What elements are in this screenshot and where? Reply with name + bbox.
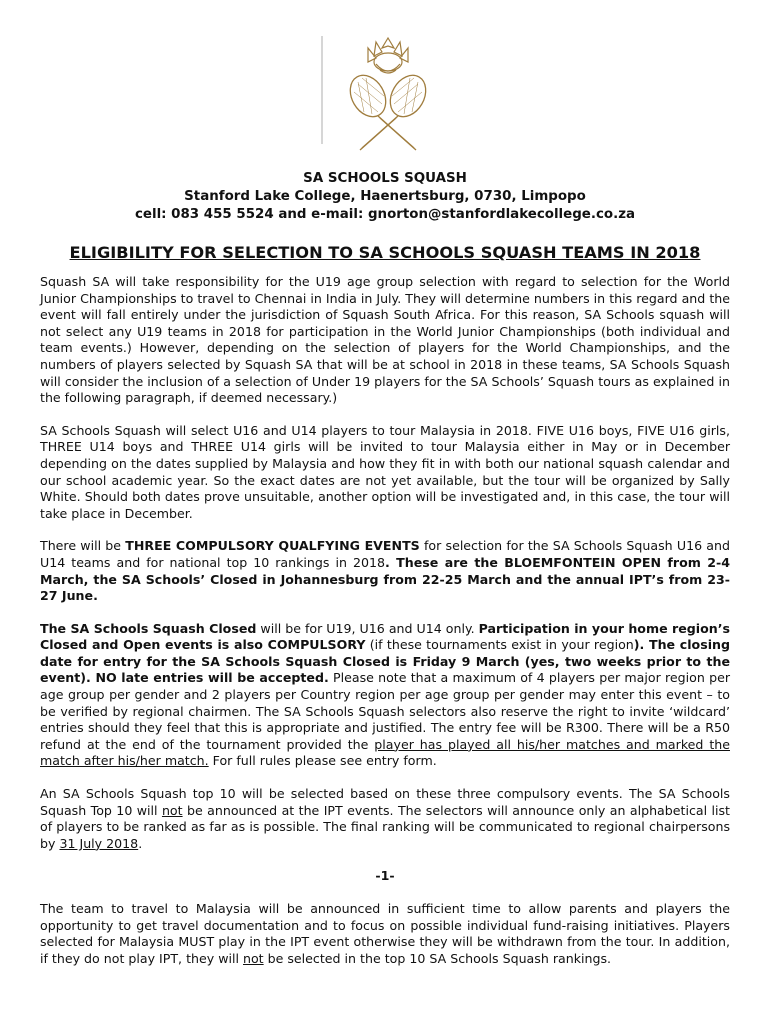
- bold-text: THREE COMPULSORY QUALFYING EVENTS: [125, 538, 420, 554]
- text: Please note that a maximum of 4 players per major region per age group per gender and 2 players per Country region per age group per gender may enter this event – to be verified by regional chairmen. The SA Schools Squash selectors also reserve the right to invite ‘wildcard’ entries should they feel that this is appropriate and justified. The entry fee will be R300. There will be a R50 refund at the end of the tournament provided the: [40, 670, 730, 752]
- paragraph-schools-closed: [40, 621, 730, 770]
- letterhead: [0, 170, 770, 224]
- text: be announced at the IPT events. The selectors will announce only an alphabetical list of players to be ranked as far as is possible. The final ranking will be communicated to regional chairpersons by: [40, 802, 730, 851]
- underlined-text: 31 July 2018: [59, 835, 139, 851]
- text: (if these tournaments exist in your region: [365, 637, 634, 653]
- bold-text: Participation in your home region’s Closed and Open events is also COMPULSORY: [40, 620, 730, 653]
- bold-text: ). The closing date for entry for the SA Schools Squash Closed is Friday 9 March (yes, two weeks prior to the event). NO late entries will be accepted.: [40, 637, 730, 686]
- underlined-text: not: [161, 802, 183, 818]
- text: An SA Schools Squash top 10 will be selected based on these three compulsory events. The SA Schools Squash Top 10 will: [40, 786, 730, 818]
- text: for selection for the SA Schools Squash U16 and U14 teams and for national top 10 rankings in 2018: [40, 538, 731, 570]
- paragraph-top-10: [40, 786, 730, 852]
- document-title: ELIGIBILITY FOR SELECTION TO SA SCHOOLS SQUASH TEAMS IN 2018: [69, 243, 701, 262]
- text: For full rules please see entry form.: [208, 753, 437, 769]
- paragraph-malaysia-tour: SA Schools Squash will select U16 and U14 players to tour Malaysia in 2018. FIVE U16 boys, FIVE U16 girls, THREE U14 boys and THREE U14 girls will be invited to tour Malaysia either in May or in December depending on the dates supplied by Malaysia and how they fit in with both our national squash calendar and our school academic year. So the exact dates are not yet available, but the tour will be organized by Sally White. Should both dates prove unsuitable, another option will be investigated and, in this case, the tour will take place in December.: [40, 422, 730, 521]
- paragraph-team-announcement: [40, 901, 730, 967]
- page-number: -1-: [375, 868, 395, 884]
- underlined-text: player has played all his/her matches and marked the match after his/her match.: [40, 736, 730, 769]
- paragraph-qualifying-events: [40, 538, 730, 604]
- org-contact: cell: 083 455 5524 and e-mail: gnorton@stanfordlakecollege.co.za: [134, 207, 636, 222]
- text: .: [138, 835, 143, 851]
- org-name: SA SCHOOLS SQUASH: [303, 171, 467, 186]
- org-address: Stanford Lake College, Haenertsburg, 0730, Limpopo: [184, 189, 586, 204]
- bold-text: The SA Schools Squash Closed: [40, 620, 257, 636]
- text: will be for U19, U16 and U14 only.: [256, 620, 479, 636]
- bold-text: . These are the BLOEMFONTEIN OPEN from 2-4 March, the SA Schools’ Closed in Johannesburg from 22-25 March and the annual IPT’s from 23-27 June.: [40, 554, 731, 604]
- paragraph-u19: Squash SA will take responsibility for the U19 age group selection with regard to selection for the World Junior Championships to travel to Chennai in India in July. They will determine numbers in this regard and the event will fall entirely under the jurisdiction of Squash South Africa. For this reason, SA Schools squash will not select any U19 teams in 2018 for participation in the World Junior Championships (both individual and team events.) However, depending on the selection of players for the World Championships, and the numbers of players selected by Squash SA that will be at school in 2018 in these teams, SA Schools Squash will consider the inclusion of a selection of Under 19 players for the SA Schools’ Squash tours as explained in the following paragraph, if deemed necessary.): [40, 274, 730, 406]
- text: The team to travel to Malaysia will be announced in sufficient time to allow parents and players the opportunity to get travel documentation and to focus on possible individual fund-raising initiatives. Players selected for Malaysia MUST play in the IPT event otherwise they will be withdrawn from the tour. In addition, if they do not play IPT, they will: [40, 901, 730, 966]
- text: There will be: [40, 538, 126, 554]
- document-body: [40, 274, 730, 983]
- underlined-text: not: [243, 950, 264, 966]
- text: be selected in the top 10 SA Schools Squash rankings.: [263, 950, 612, 966]
- squash-racquets-protea-logo: [318, 34, 458, 154]
